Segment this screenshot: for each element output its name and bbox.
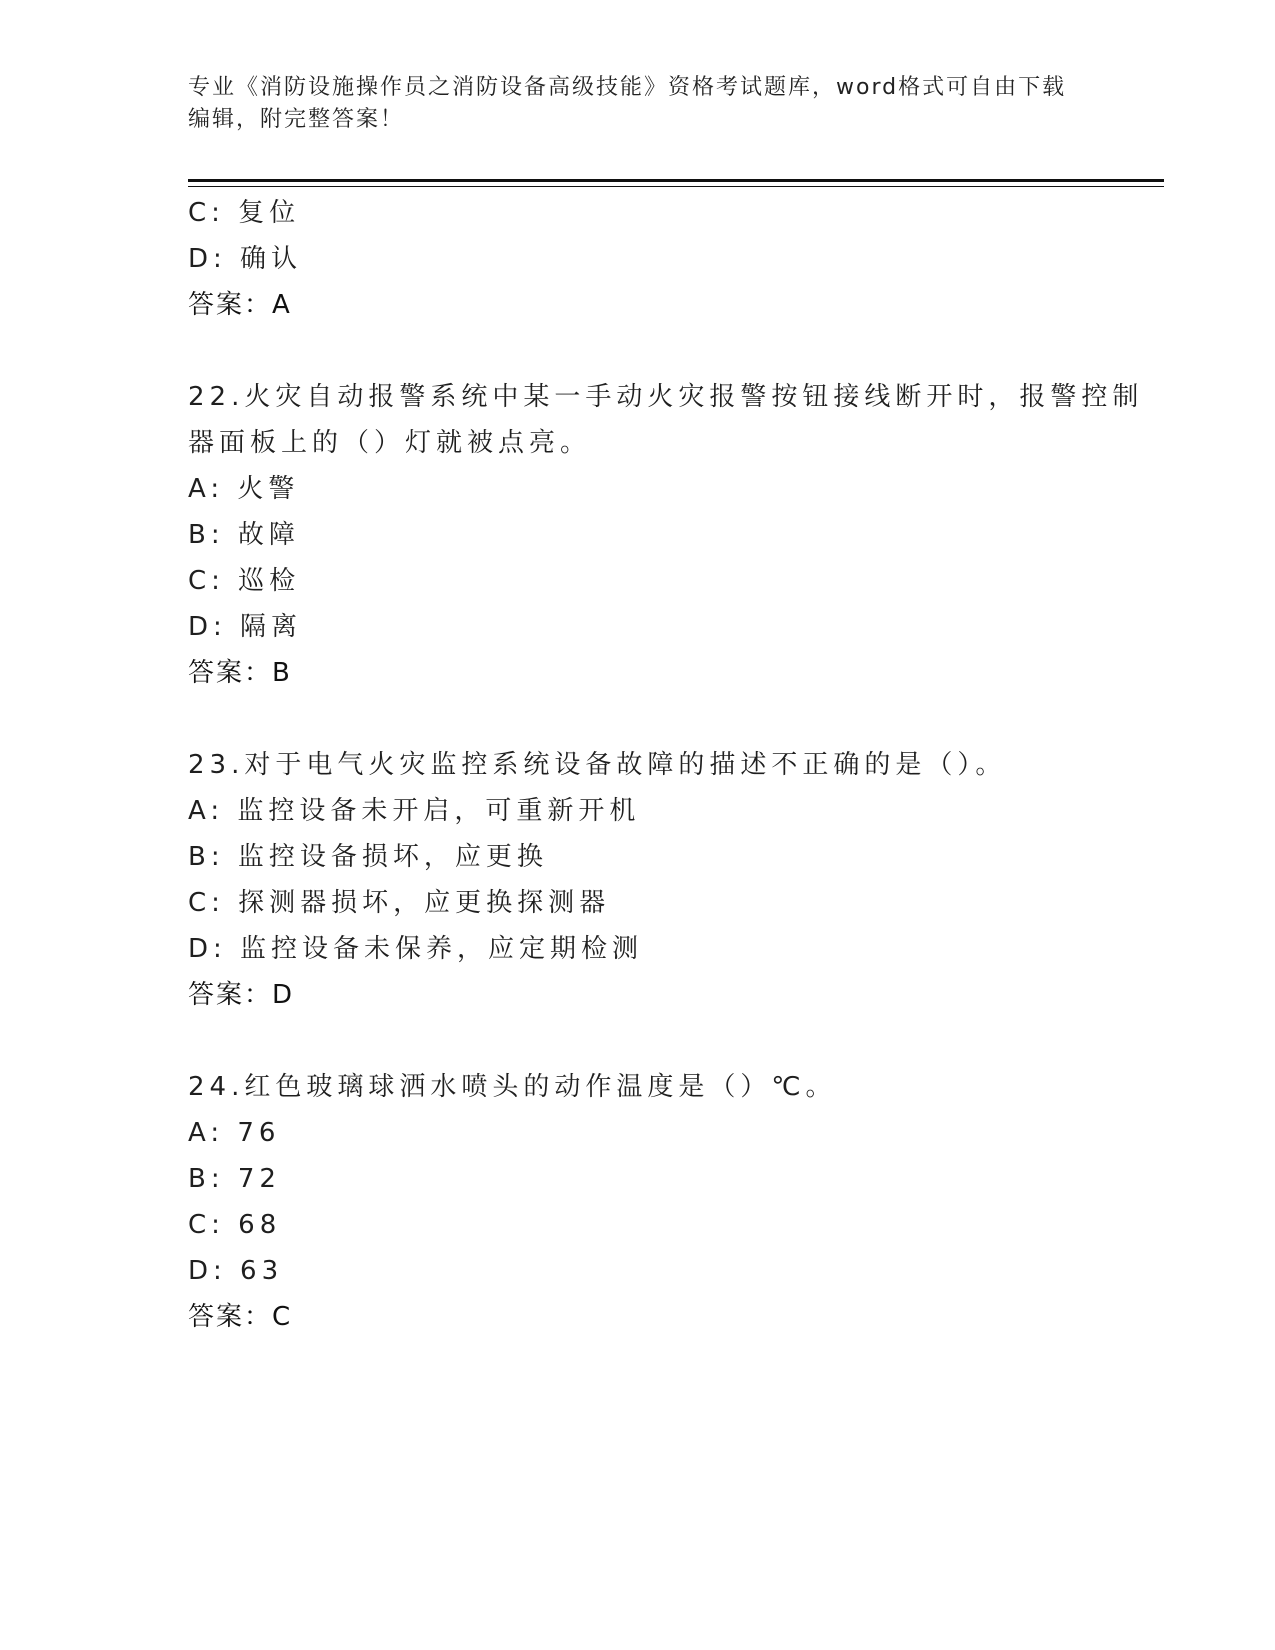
question-22 bbox=[188, 374, 1144, 696]
question-stem: 23.对于电气火灾监控系统设备故障的描述不正确的是（）。 bbox=[188, 750, 1007, 780]
spacer bbox=[188, 696, 1088, 742]
header-divider-thick bbox=[188, 179, 1164, 182]
option-a: A: 监控设备未开启，可重新开机 bbox=[188, 796, 641, 826]
option-c: C: 巡检 bbox=[188, 566, 301, 596]
question-24 bbox=[188, 1064, 1088, 1340]
option-d: D: 隔离 bbox=[188, 612, 303, 642]
header-divider-thin bbox=[188, 186, 1164, 187]
question-stem: 24.红色玻璃球洒水喷头的动作温度是（）℃。 bbox=[188, 1072, 837, 1102]
option-d: D: 63 bbox=[188, 1256, 284, 1286]
option-b: B: 72 bbox=[188, 1164, 281, 1194]
spacer bbox=[188, 328, 1088, 374]
previous-question-tail bbox=[188, 190, 1088, 328]
option-d: D: 确认 bbox=[188, 244, 303, 274]
document-header: 专业《消防设施操作员之消防设备高级技能》资格考试题库，word格式可自由下载编辑，附完整答案！ bbox=[188, 75, 1067, 132]
option-c: C: 探测器损坏，应更换探测器 bbox=[188, 888, 611, 918]
option-b: B: 监控设备损坏，应更换 bbox=[188, 842, 548, 872]
question-list bbox=[188, 190, 1144, 1340]
question-stem-continued: 器面板上的（）灯就被点亮。 bbox=[188, 428, 592, 458]
answer-line: 答案：A bbox=[188, 290, 292, 320]
option-c: C: 复位 bbox=[188, 198, 301, 228]
spacer bbox=[188, 1018, 1088, 1064]
question-23 bbox=[188, 742, 1088, 1018]
answer-line: 答案：C bbox=[188, 1302, 293, 1332]
question-stem: 22.火灾自动报警系统中某一手动火灾报警按钮接线断开时，报警控制 bbox=[188, 382, 1144, 412]
answer-line: 答案：B bbox=[188, 658, 292, 688]
option-b: B: 故障 bbox=[188, 520, 300, 550]
option-d: D: 监控设备未保养，应定期检测 bbox=[188, 934, 644, 964]
option-a: A: 76 bbox=[188, 1118, 281, 1148]
answer-line: 答案：D bbox=[188, 980, 295, 1010]
option-c: C: 68 bbox=[188, 1210, 282, 1240]
option-a: A: 火警 bbox=[188, 474, 300, 504]
